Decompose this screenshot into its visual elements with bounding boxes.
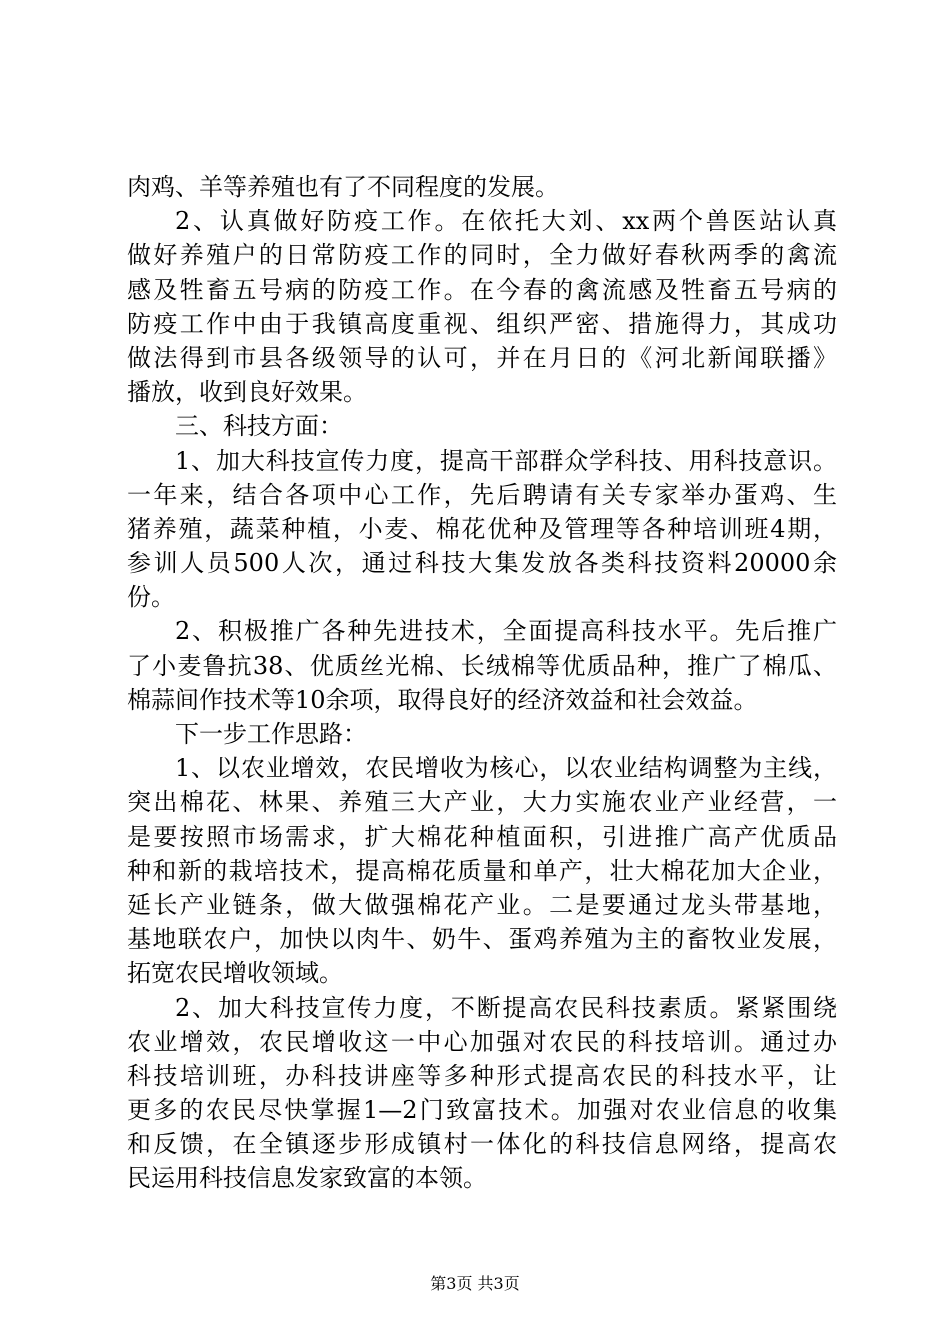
- text-line: 做好养殖户的日常防疫工作的同时，全力做好春秋两季的禽流: [127, 241, 837, 270]
- text-line: 更多的农民尽快掌握1—2门致富技术。加强对农业信息的收集: [127, 1096, 837, 1125]
- text-line: 农业增效，农民增收这一中心加强对农民的科技培训。通过办: [127, 1027, 837, 1056]
- text-line: 种和新的栽培技术，提高棉花质量和单产，壮大棉花加大企业，: [127, 856, 837, 885]
- text-line: 下一步工作思路：: [175, 720, 367, 748]
- text-line: 2、认真做好防疫工作。在依托大刘、xx两个兽医站认真: [175, 207, 837, 236]
- text-line: 参训人员500人次，通过科技大集发放各类科技资料20000余: [127, 549, 837, 578]
- text-line: 和反馈，在全镇逐步形成镇村一体化的科技信息网络，提高农: [127, 1130, 837, 1159]
- text-line: 份。: [127, 583, 175, 612]
- text-line: 一年来，结合各项中心工作，先后聘请有关专家举办蛋鸡、生: [127, 480, 837, 509]
- text-line: 感及牲畜五号病的防疫工作。在今春的禽流感及牲畜五号病的: [127, 275, 837, 304]
- text-line: 突出棉花、林果、养殖三大产业，大力实施农业产业经营，一: [127, 788, 837, 817]
- text-line: 了小麦鲁抗38、优质丝光棉、长绒棉等优质品种，推广了棉瓜、: [127, 651, 837, 680]
- text-line: 1、以农业增效，农民增收为核心，以农业结构调整为主线，: [175, 754, 837, 783]
- text-line: 2、积极推广各种先进技术，全面提高科技水平。先后推广: [175, 617, 837, 646]
- text-line: 1、加大科技宣传力度，提高干部群众学科技、用科技意识。: [175, 446, 837, 475]
- text-line: 三、科技方面：: [175, 412, 343, 441]
- text-line: 2、加大科技宣传力度，不断提高农民科技素质。紧紧围绕: [175, 993, 837, 1022]
- text-line: 防疫工作中由于我镇高度重视、组织严密、措施得力，其成功: [127, 309, 837, 338]
- text-line: 肉鸡、羊等养殖也有了不同程度的发展。: [127, 173, 559, 201]
- text-line: 做法得到市县各级领导的认可，并在月日的《河北新闻联播》: [127, 343, 837, 372]
- text-line: 延长产业链条，做大做强棉花产业。二是要通过龙头带基地，: [127, 890, 837, 919]
- text-line: 拓宽农民增收领域。: [127, 959, 343, 988]
- text-line: 棉蒜间作技术等10余项，取得良好的经济效益和社会效益。: [127, 685, 758, 714]
- document-body: [127, 170, 837, 1196]
- text-line: 基地联农户，加快以肉牛、奶牛、蛋鸡养殖为主的畜牧业发展，: [127, 925, 837, 954]
- text-line: 是要按照市场需求，扩大棉花种植面积，引进推广高产优质品: [127, 822, 837, 851]
- text-line: 猪养殖，蔬菜种植，小麦、棉花优种及管理等各种培训班4期，: [127, 514, 837, 543]
- text-line: 科技培训班，办科技讲座等多种形式提高农民的科技水平，让: [127, 1061, 837, 1090]
- text-line: 播放，收到良好效果。: [127, 378, 367, 407]
- text-line: 民运用科技信息发家致富的本领。: [127, 1164, 487, 1193]
- page-footer: 第3页 共3页: [430, 1274, 520, 1293]
